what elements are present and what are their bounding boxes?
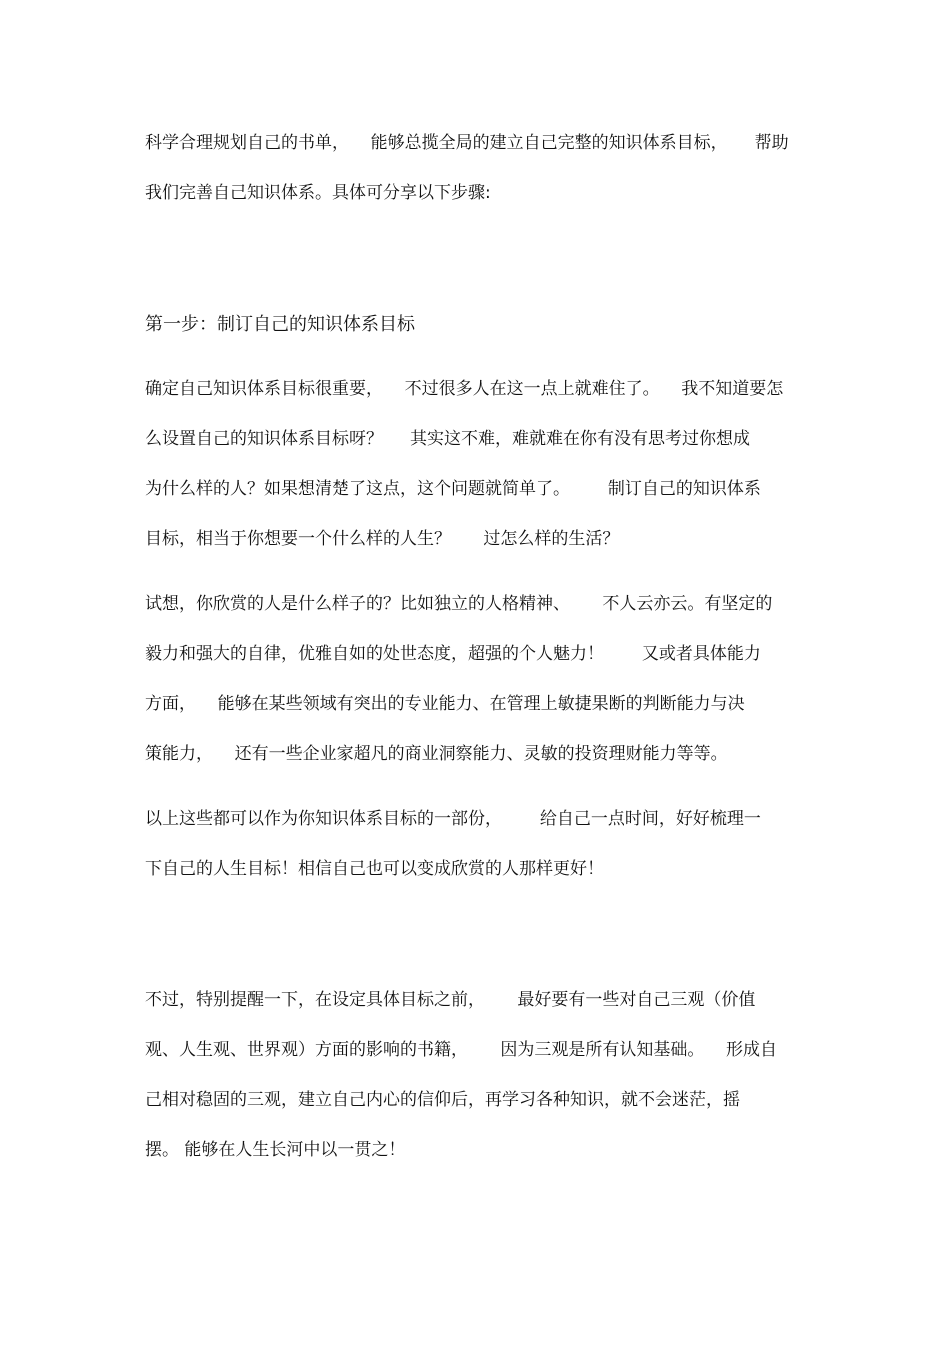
para1-line-1: 确定自己知识体系目标很重要， 不过很多人在这一点上就难住了。 我不知道要怎 xyxy=(145,379,784,399)
section-heading: 第一步：制订自己的知识体系目标 xyxy=(145,314,415,335)
para4-line-3: 己相对稳固的三观，建立自己内心的信仰后，再学习各种知识，就不会迷茫，摇 xyxy=(145,1090,740,1110)
para2-line-1: 试想，你欣赏的人是什么样子的？比如独立的人格精神、 不人云亦云。有坚定的 xyxy=(145,594,773,614)
intro-line-1: 科学合理规划自己的书单， 能够总揽全局的建立自己完整的知识体系目标， 帮助 xyxy=(145,133,789,153)
para1-line-3: 为什么样的人？如果想清楚了这点，这个问题就简单了。 制订自己的知识体系 xyxy=(145,479,761,499)
para4-line-4: 摆。 能够在人生长河中以一贯之！ xyxy=(145,1140,406,1160)
para4-line-1: 不过，特别提醒一下，在设定具体目标之前， 最好要有一些对自己三观（价值 xyxy=(145,990,756,1010)
para3-line-1: 以上这些都可以作为你知识体系目标的一部份， 给自己一点时间，好好梳理一 xyxy=(145,809,761,829)
intro-line-2: 我们完善自己知识体系。具体可分享以下步骤: xyxy=(145,183,491,203)
para4-line-2: 观、人生观、世界观）方面的影响的书籍， 因为三观是所有认知基础。 形成自 xyxy=(145,1040,778,1060)
para3-line-2: 下自己的人生目标！相信自己也可以变成欣赏的人那样更好！ xyxy=(145,859,604,879)
para2-line-2: 毅力和强大的自律，优雅自如的处世态度，超强的个人魅力！ 又或者具体能力 xyxy=(145,644,761,664)
para2-line-4: 策能力， 还有一些企业家超凡的商业洞察能力、灵敏的投资理财能力等等。 xyxy=(145,744,728,764)
para1-line-2: 么设置自己的知识体系目标呀？ 其实这不难，难就难在你有没有思考过你想成 xyxy=(145,429,751,449)
para1-line-4: 目标，相当于你想要一个什么样的人生？ 过怎么样的生活？ xyxy=(145,529,620,549)
para2-line-3: 方面， 能够在某些领域有突出的专业能力、在管理上敏捷果断的判断能力与决 xyxy=(145,694,745,714)
